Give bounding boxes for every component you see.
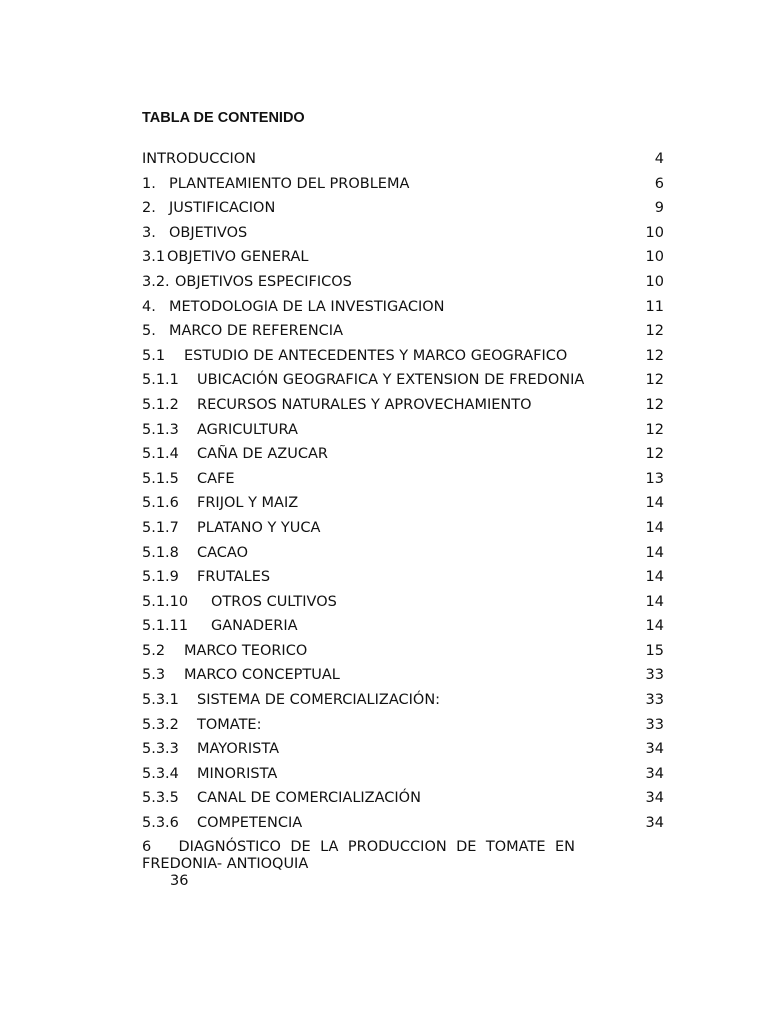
toc-entry-page: 34 <box>645 765 664 782</box>
toc-entry-word: EN <box>554 838 575 855</box>
toc-entry-page: 33 <box>645 716 664 733</box>
toc-entry-page: 33 <box>645 692 664 709</box>
toc-entry-number: 1. <box>142 175 156 192</box>
toc-entry <box>142 492 664 517</box>
toc-entry-page: 14 <box>645 495 664 512</box>
toc-entry-label: FRIJOL Y MAIZ <box>197 495 299 512</box>
toc-entry-label: MAYORISTA <box>197 741 279 758</box>
toc-entry-number: 5.1.7 <box>142 519 179 536</box>
toc-entry-number: 5.1.1 <box>142 372 179 389</box>
toc-entry-number: 6 <box>142 838 152 855</box>
toc-entry-page: 14 <box>645 569 664 586</box>
toc-entry <box>142 320 664 345</box>
toc-entry-word: TOMATE <box>485 838 546 855</box>
toc-entry-page: 12 <box>645 323 664 340</box>
toc-entry-word: DIAGNÓSTICO <box>178 838 281 855</box>
toc-entry-number: 5.1.5 <box>142 470 179 487</box>
toc-entry-number: 5.1.6 <box>142 495 179 512</box>
toc-entry <box>142 271 664 296</box>
toc-entry <box>142 763 664 788</box>
toc-entry <box>142 246 664 271</box>
toc-entry-page: 15 <box>645 642 664 659</box>
toc-entry <box>142 173 664 198</box>
toc-entry-label: RECURSOS NATURALES Y APROVECHAMIENTO <box>197 396 532 413</box>
toc-entry-page: 10 <box>645 249 664 266</box>
toc-entry-label: MINORISTA <box>197 765 278 782</box>
toc-entry-page: 12 <box>645 446 664 463</box>
toc-entry <box>142 222 664 247</box>
toc-entry-number: 3.2. <box>142 273 170 290</box>
toc-entry-number: 5.1.8 <box>142 544 179 561</box>
table-of-contents <box>142 148 664 890</box>
toc-entry <box>142 615 664 640</box>
toc-entry-number: 5.1.10 <box>142 593 189 610</box>
toc-entry-word: DE <box>290 838 311 855</box>
toc-entry-label: OBJETIVO GENERAL <box>167 249 309 266</box>
toc-entry-label: CANAL DE COMERCIALIZACIÓN <box>197 790 421 807</box>
toc-entry-page: 11 <box>645 298 664 315</box>
toc-entry <box>142 296 664 321</box>
toc-entry-number: 5.1.2 <box>142 396 179 413</box>
toc-entry-label: GANADERIA <box>211 618 298 635</box>
toc-entry-label: COMPETENCIA <box>197 815 303 832</box>
toc-entry-label: SISTEMA DE COMERCIALIZACIÓN: <box>197 692 441 709</box>
toc-entry-label: JUSTIFICACION <box>169 200 276 217</box>
toc-entry-label: CAÑA DE AZUCAR <box>197 446 328 463</box>
toc-entry <box>142 738 664 763</box>
toc-entry-number: 5.3.2 <box>142 716 179 733</box>
toc-entry <box>142 591 664 616</box>
toc-entry-page: 13 <box>645 470 664 487</box>
toc-entry-label: OBJETIVOS <box>169 224 248 241</box>
toc-entry-page: 12 <box>645 421 664 438</box>
toc-entry-number: 2. <box>142 200 156 217</box>
toc-entry-label-line2: FREDONIA- ANTIOQUIA <box>142 855 309 872</box>
toc-entry-number: 5.1 <box>142 347 166 364</box>
toc-entry-label: TOMATE: <box>197 716 262 733</box>
toc-entry <box>142 714 664 739</box>
toc-entry-label: PLANTEAMIENTO DEL PROBLEMA <box>169 175 410 192</box>
toc-entry-page: 14 <box>645 593 664 610</box>
toc-entry-page: 14 <box>645 519 664 536</box>
toc-entry-label: UBICACIÓN GEOGRAFICA Y EXTENSION DE FREDONIA <box>197 372 585 389</box>
toc-entry-label: OTROS CULTIVOS <box>211 593 337 610</box>
toc-entry-number: 5. <box>142 323 156 340</box>
toc-entry-label: CACAO <box>197 544 248 561</box>
toc-entry <box>142 566 664 591</box>
toc-entry-word: PRODUCCION <box>347 838 447 855</box>
toc-entry-number: 5.3.6 <box>142 815 179 832</box>
toc-entry <box>142 689 664 714</box>
toc-entry <box>142 517 664 542</box>
toc-entry-word: LA <box>320 838 339 855</box>
page-title: TABLA DE CONTENIDO <box>142 110 305 126</box>
toc-entry-label: PLATANO Y YUCA <box>197 519 321 536</box>
toc-entry-number: 5.1.3 <box>142 421 179 438</box>
toc-entry-page: 34 <box>645 815 664 832</box>
toc-entry-page: 12 <box>645 372 664 389</box>
toc-entry-number: 5.3 <box>142 667 166 684</box>
toc-entry <box>142 419 664 444</box>
toc-entry-page: 34 <box>645 741 664 758</box>
toc-entry-page: 33 <box>645 667 664 684</box>
toc-entry-label: METODOLOGIA DE LA INVESTIGACION <box>169 298 445 315</box>
toc-entry-page: 14 <box>645 544 664 561</box>
toc-entry-number: 5.1.4 <box>142 446 179 463</box>
toc-entry-page: 10 <box>645 273 664 290</box>
toc-entry-number: 5.3.3 <box>142 741 179 758</box>
toc-entry-number: 5.3.1 <box>142 692 179 709</box>
toc-entry <box>142 640 664 665</box>
toc-entry-number: 5.3.4 <box>142 765 179 782</box>
toc-entry-label: FRUTALES <box>197 569 271 586</box>
toc-entry-page: 14 <box>645 618 664 635</box>
toc-entry <box>142 443 664 468</box>
toc-entry-number: 3. <box>142 224 156 241</box>
toc-entry-label: MARCO CONCEPTUAL <box>184 667 340 684</box>
toc-entry-number: 5.2 <box>142 642 166 659</box>
toc-entry-number: 5.1.9 <box>142 569 179 586</box>
toc-entry-page: 9 <box>654 200 664 217</box>
toc-entry-page: 10 <box>645 224 664 241</box>
toc-entry-wrapped <box>142 839 575 890</box>
toc-entry-number: 5.1.11 <box>142 618 189 635</box>
toc-entry-label: INTRODUCCION <box>142 151 257 167</box>
toc-entry <box>142 468 664 493</box>
toc-entry-label-line1 <box>142 839 575 856</box>
toc-entry-number: 3.1 <box>142 249 166 266</box>
toc-entry-word: DE <box>456 838 477 855</box>
toc-entry-label: AGRICULTURA <box>197 421 298 438</box>
toc-entry <box>142 787 664 812</box>
toc-entry <box>142 345 664 370</box>
toc-entry <box>142 812 664 837</box>
toc-entry-label: ESTUDIO DE ANTECEDENTES Y MARCO GEOGRAFICO <box>184 347 568 364</box>
toc-entry-page: 34 <box>645 790 664 807</box>
toc-entry <box>142 197 664 222</box>
toc-entry <box>142 369 664 394</box>
toc-entry-page: 4 <box>654 151 664 167</box>
toc-entry-number: 5.3.5 <box>142 790 179 807</box>
toc-entry-page: 12 <box>645 396 664 413</box>
toc-entry <box>142 542 664 567</box>
toc-entry <box>142 148 664 173</box>
toc-entry-page: 36 <box>170 872 189 889</box>
toc-entry <box>142 394 664 419</box>
toc-entry <box>142 664 664 689</box>
toc-entry-label: OBJETIVOS ESPECIFICOS <box>175 273 352 290</box>
toc-entry-number: 4. <box>142 298 156 315</box>
toc-entry-label: MARCO DE REFERENCIA <box>169 323 344 340</box>
toc-entry-label: CAFE <box>197 470 235 487</box>
toc-entry-page: 6 <box>654 175 664 192</box>
toc-entry-page: 12 <box>645 347 664 364</box>
toc-entry-label: MARCO TEORICO <box>184 642 308 659</box>
